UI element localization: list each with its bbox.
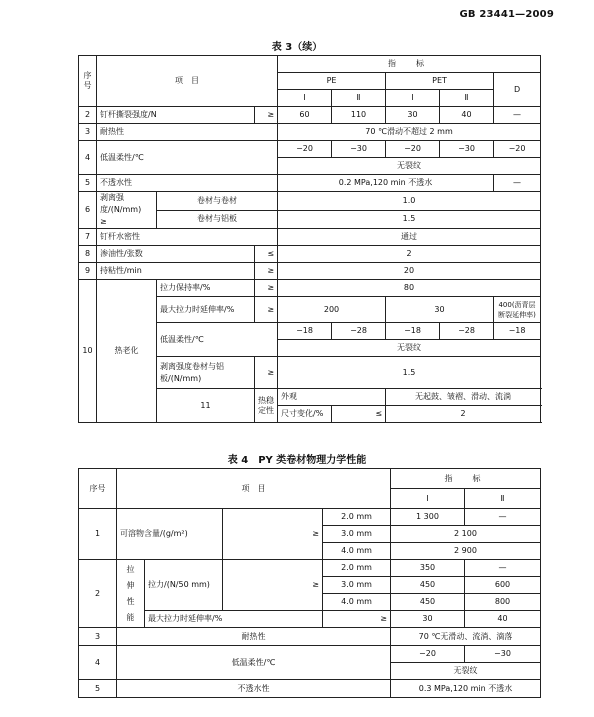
t4-r2-group [117,560,145,628]
t3-r4-v4: −30 [440,141,494,158]
t3-r10-c-v3: −18 [386,323,440,340]
t4-r1-v2: 2 100 [391,526,541,543]
t4-r1-v3: 2 900 [391,543,541,560]
t3-r11-a-value: 无起鼓、皱褶、滑动、流淌 [386,389,541,406]
t3-r10-b-pet: 30 [386,297,494,323]
t4-r2-t2: 3.0 mm [323,577,391,594]
t4-r1-t2: 3.0 mm [323,526,391,543]
t3-r4-v5: −20 [494,141,541,158]
t4-r1-ii1: — [465,509,541,526]
t3-index-header: 指 标 [278,56,541,73]
t3-r5-name: 不透水性 [97,175,278,192]
t4-r2-sub: 拉力/(N/50 mm) [145,560,223,611]
t3-r10-a-sym: ≥ [255,280,278,297]
t3-r10-c-name: 低温柔性/℃ [157,323,278,357]
t3-r10-b-name: 最大拉力时延伸率/% [157,297,255,323]
t3-r2-v2: 110 [332,107,386,124]
t4-r3-no: 3 [79,628,117,646]
t4-r1-no: 1 [79,509,117,560]
t4-r2-el-ii: 40 [465,611,541,628]
t3-d-header: D [494,73,541,107]
t4-i-header: Ⅰ [391,489,465,509]
t3-r2-sym: ≥ [255,107,278,124]
t4-r2-group-char: 性 [126,596,135,606]
t4-r2-sym: ≥ [223,560,323,611]
t3-pe-i: Ⅰ [278,90,332,107]
t4-r4-i: −20 [391,646,465,663]
t3-r7-no: 7 [79,229,97,246]
t3-r6-sub2: 卷材与铝板 [157,210,278,229]
t3-r9-no: 9 [79,263,97,280]
t3-r3-name: 耐热性 [97,124,278,141]
t3-r10-d-value: 1.5 [278,357,541,389]
t3-r9-sym: ≥ [255,263,278,280]
t4-r2-el-sym: ≥ [323,611,391,628]
t3-r11-a-name: 外观 [278,389,386,406]
t3-r5-d: — [494,175,541,192]
t4-r4-no: 4 [79,646,117,680]
t3-pe-ii: Ⅱ [332,90,386,107]
t3-r2-v3: 30 [386,107,440,124]
t3-r2-v1: 60 [278,107,332,124]
t3-r4-name: 低温柔性/℃ [97,141,278,175]
t4-ii-header: Ⅱ [465,489,541,509]
t3-r4-no: 4 [79,141,97,175]
standard-number: GB 23441—2009 [459,9,554,20]
t3-seq-header: 序号 [79,56,97,107]
t4-r1-i1: 1 300 [391,509,465,526]
t3-r10-d-name: 剥离强度卷材与铝板/(N/mm) [157,357,255,389]
t4-r1-name: 可溶物含量/(g/m²) [117,509,223,560]
t3-r10-c-v2: −28 [332,323,386,340]
t3-pet-header: PET [386,73,494,90]
t4-seq-header: 序号 [79,469,117,509]
t3-r11-b-value: 2 [386,406,541,423]
t3-r10-c-note: 无裂纹 [278,340,541,357]
t3-r10-b-d: 400(沥青层断裂延伸率) [494,297,541,323]
t4-r2-ii3: 800 [465,594,541,611]
t3-r11-b-sym: ≤ [332,406,386,423]
t4-r3-value: 70 ℃无滑动、流淌、滴落 [391,628,541,646]
t3-r11-no: 11 [157,389,255,423]
t3-r8-name: 渗油性/张数 [97,246,255,263]
t3-r5-value: 0.2 MPa,120 min 不透水 [278,175,494,192]
table4 [78,468,541,698]
t3-r2-name: 钉杆撕裂强度/N [97,107,255,124]
t3-r5-no: 5 [79,175,97,192]
t3-r7-name: 钉杆水密性 [97,229,278,246]
t4-r4-ii: −30 [465,646,541,663]
t3-r8-no: 8 [79,246,97,263]
t4-item-header: 项 目 [117,469,391,509]
t4-r2-el-i: 30 [391,611,465,628]
table4-caption: 表 4 PY 类卷材物理力学性能 [227,455,367,466]
t4-r1-t3: 4.0 mm [323,543,391,560]
t3-r4-v2: −30 [332,141,386,158]
t3-r9-name: 持粘性/min [97,263,255,280]
t3-r10-c-v1: −18 [278,323,332,340]
t3-r11-name: 热稳定性 [255,389,278,423]
t3-r7-value: 通过 [278,229,541,246]
t4-r2-group-char: 拉 [126,564,135,574]
t3-r2-v5: — [494,107,541,124]
t4-r2-el-name: 最大拉力时延伸率/% [145,611,323,628]
t3-r3-no: 3 [79,124,97,141]
t3-r10-a-value: 80 [278,280,541,297]
t4-r1-sym: ≥ [223,509,323,560]
t3-r6-sub1: 卷材与卷材 [157,192,278,211]
t3-r10-d-sym: ≥ [255,357,278,389]
t4-r2-group-char: 伸 [126,580,135,590]
t3-pet-i: Ⅰ [386,90,440,107]
t3-r4-v1: −20 [278,141,332,158]
t4-r2-ii2: 600 [465,577,541,594]
t3-r6-name: 剥离强度/(N/mm) ≥ [97,192,157,229]
t3-r6-v2: 1.5 [278,210,541,229]
t4-r2-t3: 4.0 mm [323,594,391,611]
t3-r8-value: 2 [278,246,541,263]
t4-r2-no: 2 [79,560,117,628]
t4-r4-name: 低温柔性/℃ [117,646,391,680]
t3-r10-c-v5: −18 [494,323,541,340]
table3-caption: 表 3（续） [271,42,323,53]
t4-index-header: 指 标 [391,469,541,489]
t4-r2-t1: 2.0 mm [323,560,391,577]
table3 [78,55,541,423]
t3-r6-no: 6 [79,192,97,229]
t4-r4-note: 无裂纹 [391,663,541,680]
t3-r8-sym: ≤ [255,246,278,263]
t3-r10-b-pe: 200 [278,297,386,323]
t3-r4-note: 无裂纹 [278,158,541,175]
t3-r2-v4: 40 [440,107,494,124]
t3-r10-c-v4: −28 [440,323,494,340]
t3-r10-a-name: 拉力保持率/% [157,280,255,297]
t3-r4-v3: −20 [386,141,440,158]
t3-r9-value: 20 [278,263,541,280]
t4-r1-t1: 2.0 mm [323,509,391,526]
t4-r2-i2: 450 [391,577,465,594]
t3-item-header: 项 目 [97,56,278,107]
t4-r3-name: 耐热性 [117,628,391,646]
t3-r11-b-name: 尺寸变化/% [278,406,332,423]
t3-r10-b-sym: ≥ [255,297,278,323]
t4-r2-i3: 450 [391,594,465,611]
t4-r2-i1: 350 [391,560,465,577]
t3-r2-no: 2 [79,107,97,124]
t4-r5-name: 不透水性 [117,680,391,698]
t4-r5-no: 5 [79,680,117,698]
t4-r2-ii1: — [465,560,541,577]
t3-pe-header: PE [278,73,386,90]
t3-r10-no: 10 [79,280,97,423]
t4-r5-value: 0.3 MPa,120 min 不透水 [391,680,541,698]
t3-pet-ii: Ⅱ [440,90,494,107]
t4-r2-group-char: 能 [126,612,135,622]
t3-r6-v1: 1.0 [278,192,541,211]
t3-r10-name: 热老化 [97,280,157,423]
t3-r3-value: 70 ℃滑动不超过 2 mm [278,124,541,141]
